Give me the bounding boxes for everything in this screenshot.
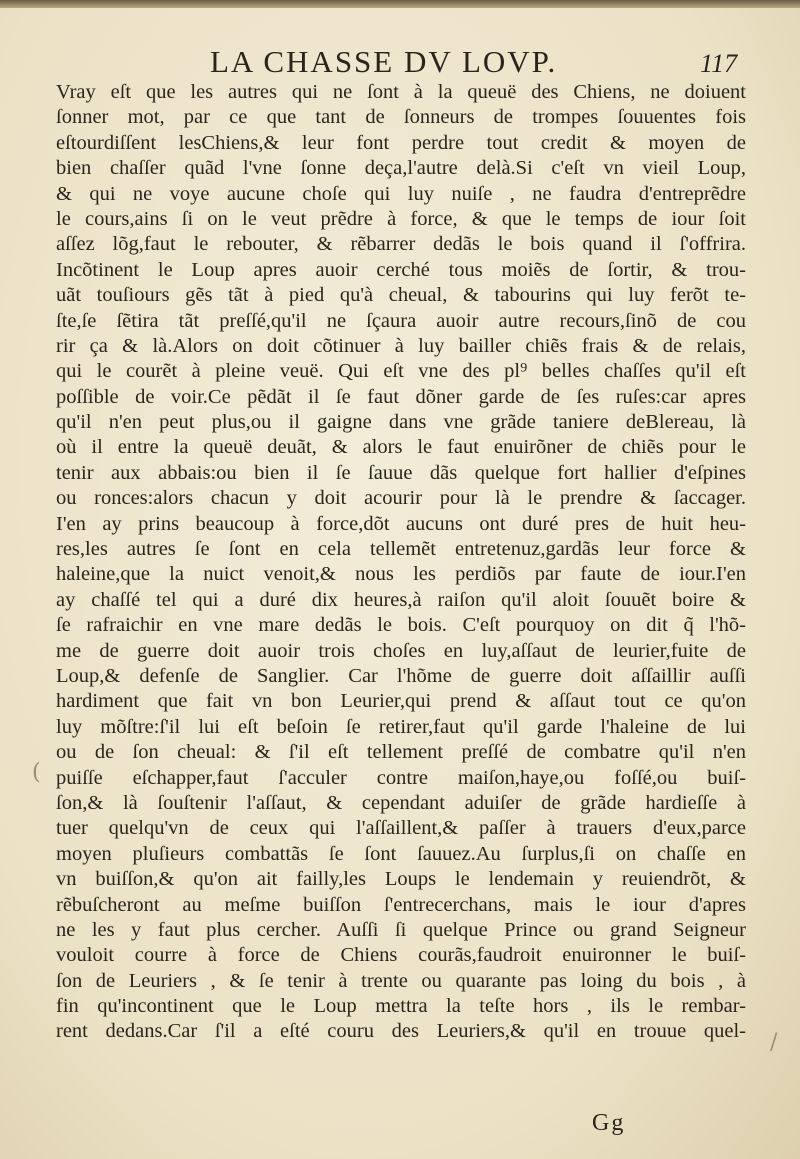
text-line: où il entre la queuë deuãt, & alors le faut enuirõner de chiẽs pour le: [56, 436, 746, 459]
text-line: luy mõſtre:ſ'il lui eſt beſoin ſe retirer,faut qu'il garde l'haleine de lui: [56, 715, 746, 738]
text-line: me de guerre doit auoir trois choſes en luy,aſſaut de leurier,fuite de: [56, 639, 746, 662]
text-line: ne les y faut plus cercher. Auſſi ſi quelque Prince ou grand Seigneur: [56, 918, 746, 941]
text-line: I'en ay prins beaucoup à force,dõt aucuns ont duré pres de huit heu-: [56, 512, 746, 535]
text-line: ay chaſſé tel qui a duré dix heures,à raiſon qu'il aloit ſouuẽt boire &: [56, 588, 746, 611]
running-head: [0, 44, 800, 80]
text-line: rir ça & là.Alors on doit cõtinuer à luy bailler chiẽs frais & de relais,: [56, 334, 746, 357]
text-line: vouloit courre à force de Chiens courãs,faudroit enuironner le buiſ-: [56, 944, 746, 967]
text-line: puiſſe eſchapper,faut ſ'acculer contre maiſon,haye,ou foſſé,ou buiſ-: [56, 766, 746, 789]
text-line: ſe rafraichir en vne mare dedãs le bois. C'eſt pourquoy on dit q̃ l'hõ-: [56, 614, 746, 637]
body-text: [56, 80, 746, 1045]
text-line: eſtourdiſſent lesChiens,& leur font perdre tout credit & moyen de: [56, 131, 746, 154]
running-head-title: LA CHASSE DV LOVP.: [210, 44, 558, 79]
text-line: vn buiſſon,& qu'on ait failly,les Loups le lendemain y reuiendrõt, &: [56, 868, 746, 891]
text-line: ſonner mot, par ce que tant de ſonneurs de trompes ſouuentes fois: [56, 106, 746, 129]
text-line: rẽbuſcheront au meſme buiſſon ſ'entrecerchans, mais le iour d'apres: [56, 893, 746, 916]
text-line: poſſible de voir.Ce pẽdãt il ſe faut dõner garde de ſes ruſes:car apres: [56, 385, 746, 408]
text-line: ou ronces:alors chacun y doit acourir pour là le prendre & ſaccager.: [56, 487, 746, 510]
signature-mark: Gg: [592, 1110, 626, 1136]
text-line: fin qu'incontinent que le Loup mettra la teſte hors , ils le rembar-: [56, 995, 746, 1018]
text-line: qu'il n'en peut plus,ou il gaigne dans vne grãde taniere deBlereau, là: [56, 411, 746, 434]
margin-mark: /: [770, 1030, 778, 1055]
text-line: ſon,& là ſouſtenir l'aſſaut, & cependant aduiſer de grãde hardieſſe à: [56, 791, 746, 814]
text-line: haleine,que la nuict venoit,& nous les perdiõs par faute de iour.I'en: [56, 563, 746, 586]
text-line: ſon de Leuriers , & ſe tenir à trente ou quarante pas loing du bois , à: [56, 969, 746, 992]
text-line: le cours,ains ſi on le veut prẽdre à force, & que le temps de iour ſoit: [56, 207, 746, 230]
text-line: rent dedans.Car ſ'il a eſté couru des Leuriers,& qu'il en trouue quel-: [56, 1020, 746, 1043]
text-line: uãt touſiours gẽs tãt à pied qu'à cheual, & tabourins qui luy ferõt te-: [56, 284, 746, 307]
text-line: tuer quelqu'vn de ceux qui l'aſſaillent,& paſſer à trauers d'eux,parce: [56, 817, 746, 840]
text-line: moyen pluſieurs combattãs ſe ſont ſauuez.Au ſurplus,ſi on chaſſe en: [56, 842, 746, 865]
page-number: 117: [700, 49, 738, 78]
text-line: ou de ſon cheual: & ſ'il eſt tellement preſſé de combatre qu'il n'en: [56, 741, 746, 764]
page-top-edge: [0, 0, 800, 8]
text-line: qui le courẽt à pleine veuë. Qui eſt vne des pl⁹ belles chaſſes qu'il eſt: [56, 360, 746, 383]
text-line: Loup,& defenſe de Sanglier. Car l'hõme de guerre doit aſſaillir auſſi: [56, 664, 746, 687]
text-line: hardiment que fait vn bon Leurier,qui prend & aſſaut tout ce qu'on: [56, 690, 746, 713]
text-line: tenir aux abbais:ou bien il ſe ſauue dãs quelque fort hallier d'eſpines: [56, 461, 746, 484]
text-line: Vray eſt que les autres qui ne ſont à la queuë des Chiens, ne doiuent: [56, 81, 746, 103]
margin-mark: (: [32, 760, 41, 785]
text-line: aſſez lõg,faut le rebouter, & rẽbarrer dedãs le bois quand il ſ'offrira.: [56, 233, 746, 256]
text-line: res,les autres ſe ſont en cela tellemẽt entretenuz,gardãs leur force &: [56, 538, 746, 561]
text-line: & qui ne voye aucune choſe qui luy nuiſe , ne faudra d'entreprẽdre: [56, 182, 746, 205]
text-line: bien chaſſer quãd l'vne ſonne deça,l'autre delà.Si c'eſt vn vieil Loup,: [56, 157, 746, 180]
text-line: ſte,ſe ſẽtira tãt preſſé,qu'il ne ſçaura auoir autre recours,ſinõ de cou: [56, 309, 746, 332]
text-line: Incõtinent le Loup apres auoir cerché tous moiẽs de ſortir, & trou-: [56, 258, 746, 281]
